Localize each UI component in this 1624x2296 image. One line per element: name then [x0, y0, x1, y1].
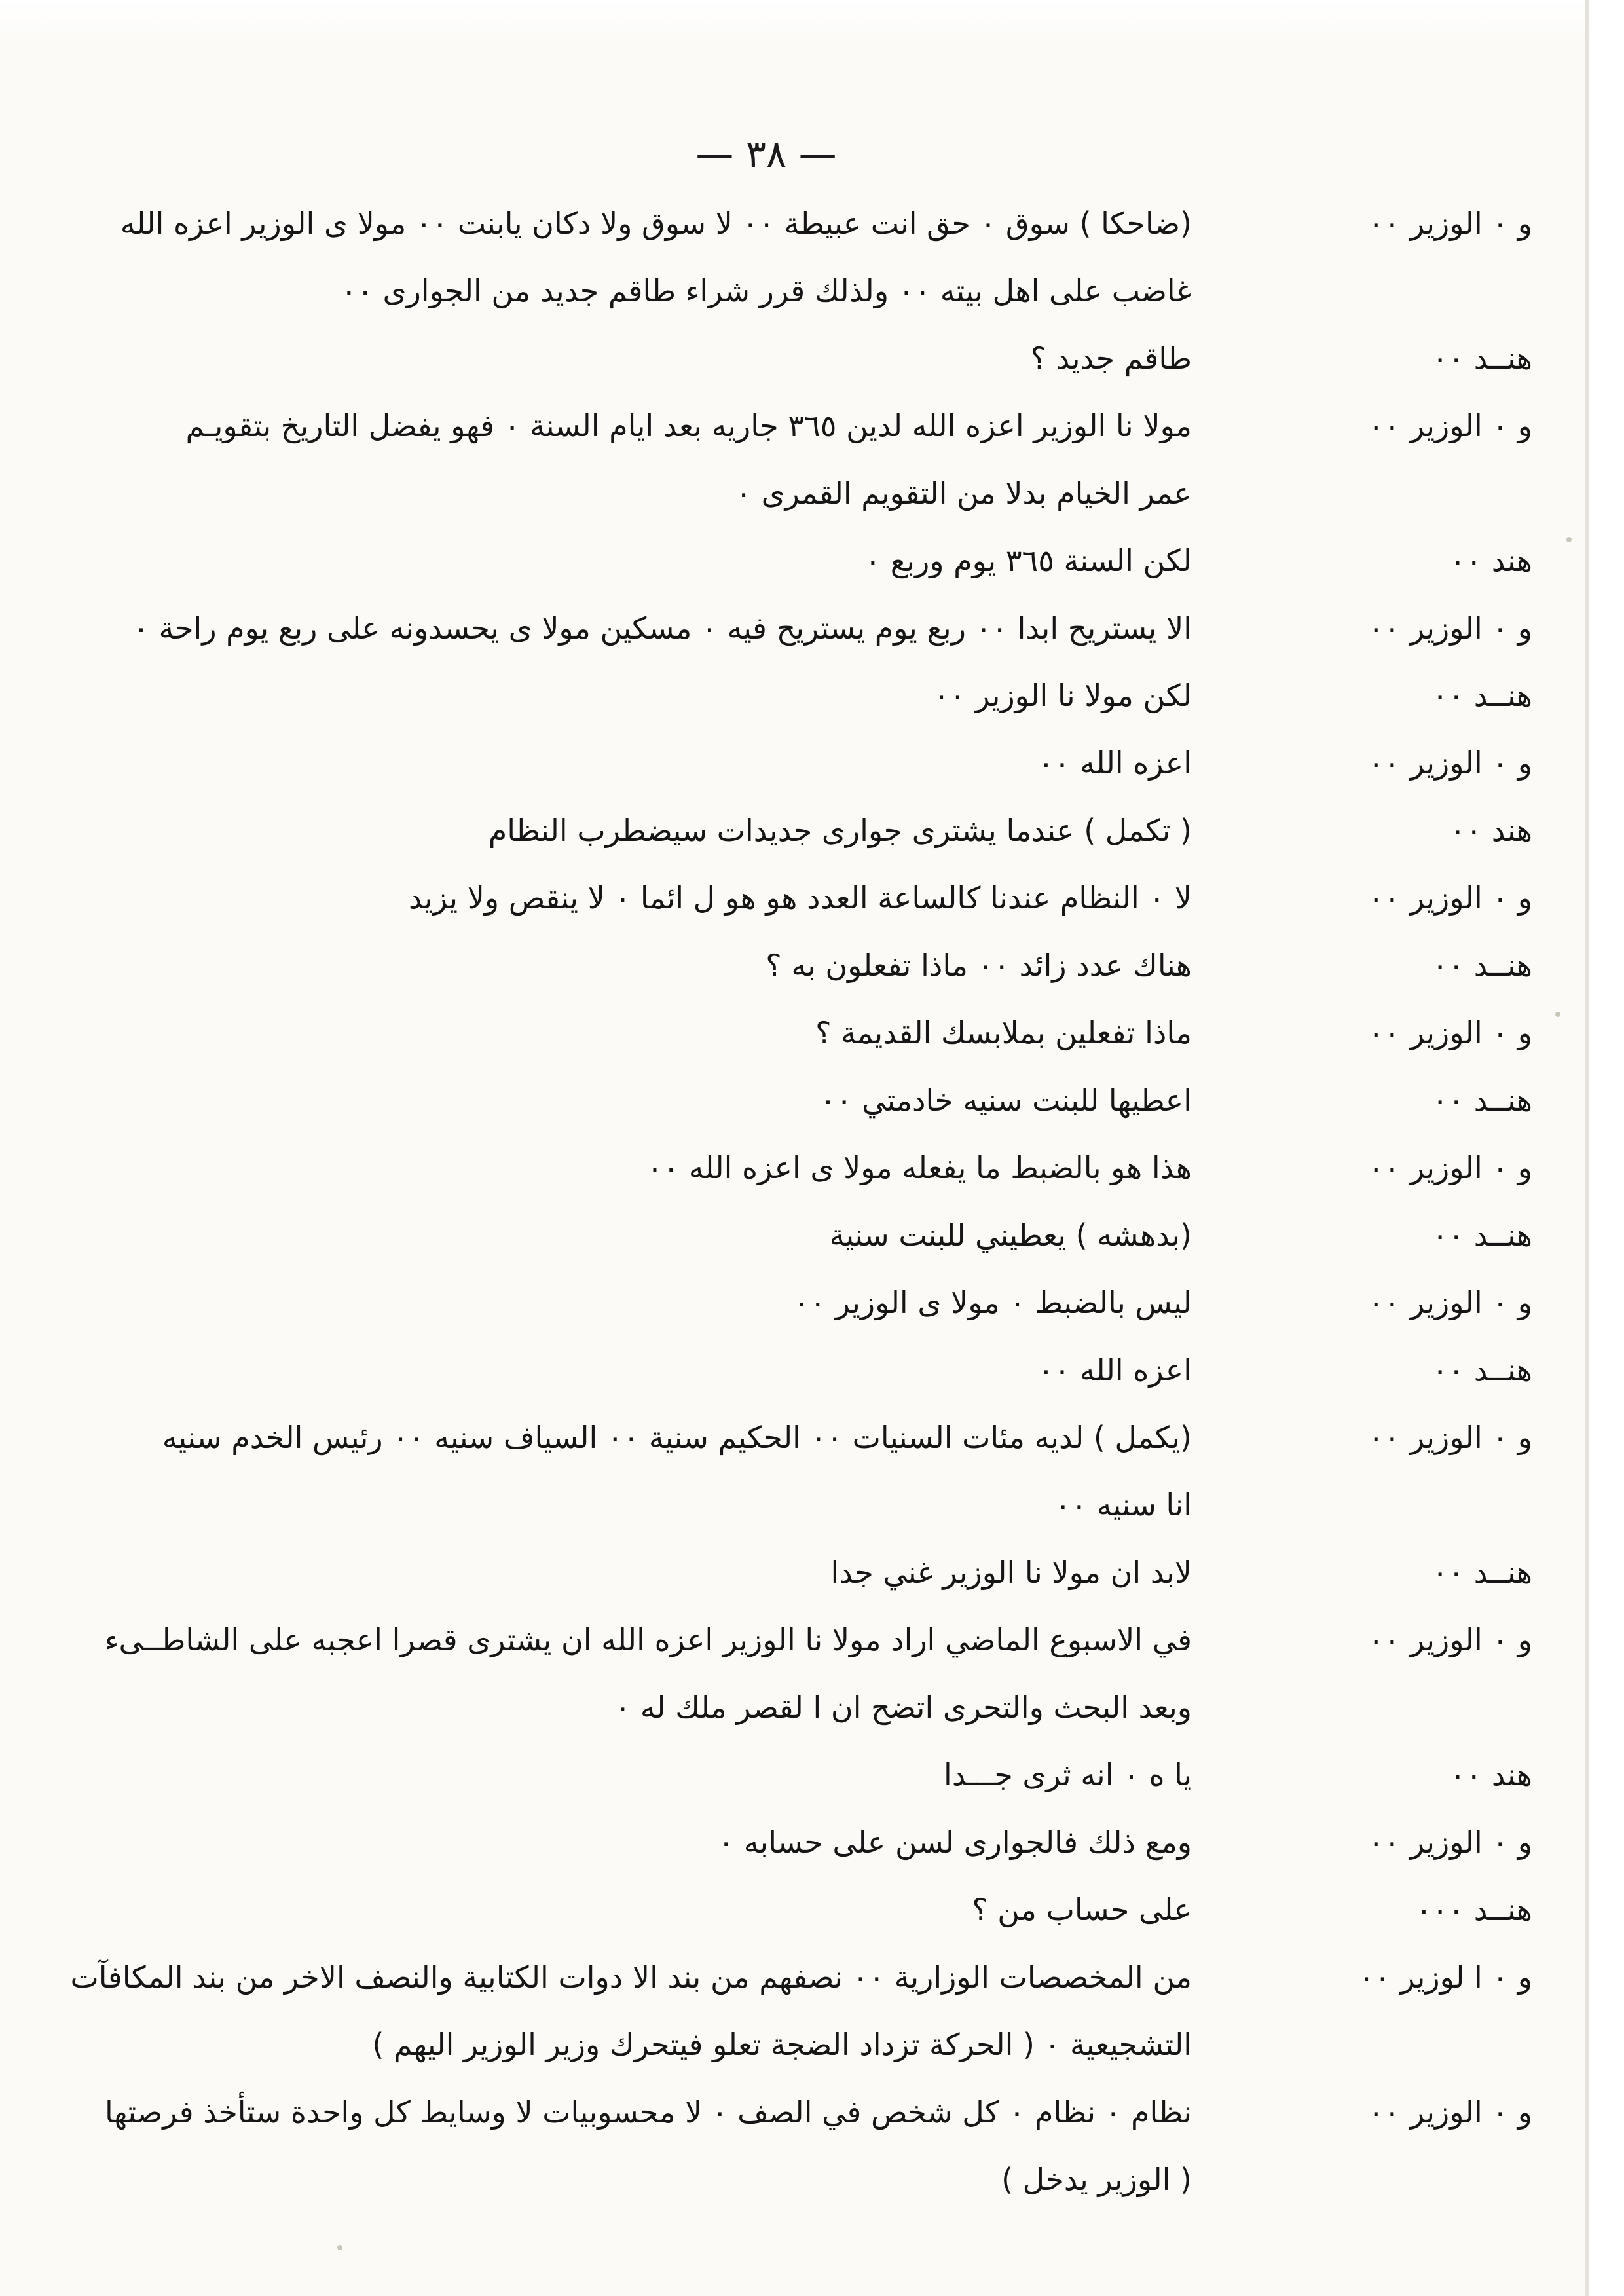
- dialogue-text: طاقم جديد ؟: [1030, 341, 1192, 376]
- dialogue-text: لابد ان مولا نا الوزير غني جدا: [830, 1555, 1192, 1590]
- script-line: [65, 1134, 1532, 1202]
- dialogue-text: في الاسبوع الماضي اراد مولا نا الوزير اعزه الله ان يشترى قصرا اعجبه على الشاطــىء: [104, 1622, 1192, 1657]
- script-line: [65, 1606, 1532, 1674]
- speaker-name: و ٠ الوزير ٠٠: [1367, 880, 1532, 916]
- speaker-name: و ٠ الوزير ٠٠: [1367, 1420, 1532, 1455]
- dialogue-text: غاضب على اهل بيته ٠٠ ولذلك قرر شراء طاقم جديد من الجوارى ٠٠: [341, 273, 1192, 308]
- speaker-name: و ٠ الوزير ٠٠: [1367, 408, 1532, 443]
- script-line: [65, 1876, 1532, 1944]
- dialogue-text: (يكمل ) لديه مئات السنيات ٠٠ الحكيم سنية ٠٠ السياف سنيه ٠٠ رئيس الخدم سنيه: [162, 1420, 1192, 1455]
- speaker-name: و ٠ الوزير ٠٠: [1367, 745, 1532, 781]
- dialogue-text: يا ه ٠ انه ثرى جـــدا: [944, 1757, 1192, 1792]
- script-line: [65, 730, 1532, 797]
- script-line: [65, 1944, 1532, 2011]
- dialogue-text: اعزه الله ٠٠: [1037, 745, 1192, 781]
- speaker-name: هند ٠٠: [1449, 543, 1532, 578]
- scan-speck: [1566, 537, 1572, 542]
- dialogue-text: هذا هو بالضبط ما يفعله مولا ى اعزه الله ٠٠: [646, 1150, 1192, 1185]
- page-top-edge: [0, 0, 1585, 46]
- speaker-name: هند ٠٠: [1449, 813, 1532, 848]
- speaker-name: هنــد ٠٠: [1431, 1352, 1532, 1388]
- script-line: [65, 257, 1532, 325]
- speaker-name: هنــد ٠٠: [1431, 1083, 1532, 1118]
- dialogue-text: انا سنيه ٠٠: [1054, 1487, 1192, 1523]
- speaker-name: هنــد ٠٠: [1431, 1555, 1532, 1590]
- dialogue-text: (بدهشه ) يعطيني للبنت سنية: [829, 1217, 1192, 1253]
- script-line: [65, 595, 1532, 662]
- dialogue-text: هناك عدد زائد ٠٠ ماذا تفعلون به ؟: [766, 948, 1192, 983]
- script-line: [65, 1269, 1532, 1337]
- play-script: [65, 190, 1532, 2213]
- speaker-name: و ٠ الوزير ٠٠: [1367, 610, 1532, 646]
- speaker-name: هنــد ٠٠٠: [1416, 1892, 1532, 1927]
- dialogue-text: ( الوزير يدخل ): [1001, 2162, 1192, 2197]
- speaker-name: هند ٠٠: [1449, 1757, 1532, 1792]
- script-line: [65, 392, 1532, 460]
- script-line: [65, 1067, 1532, 1134]
- speaker-name: و ٠ الوزير ٠٠: [1367, 206, 1532, 241]
- scan-speck: [1555, 1012, 1560, 1017]
- script-line: [65, 999, 1532, 1067]
- script-line: [65, 1741, 1532, 1809]
- dialogue-text: لا ٠ النظام عندنا كالساعة العدد هو هو ل ائما ٠ لا ينقص ولا يزيد: [408, 880, 1192, 916]
- script-line: [65, 797, 1532, 864]
- dialogue-text: لكن مولا نا الوزير ٠٠: [933, 678, 1192, 713]
- speaker-name: هنــد ٠٠: [1431, 1217, 1532, 1253]
- dialogue-text: ( تكمل ) عندما يشترى جوارى جديدات سيضطرب النظام: [488, 813, 1192, 848]
- script-line: [65, 1809, 1532, 1876]
- script-line: [65, 190, 1532, 257]
- dialogue-text: من المخصصات الوزارية ٠٠ نصفهم من بند الا دوات الكتابية والنصف الاخر من بند المكافآت: [70, 1959, 1192, 1995]
- script-line: [65, 864, 1532, 932]
- dialogue-text: التشجيعية ٠ ( الحركة تزداد الضجة تعلو فيتحرك وزير الوزير اليهم ): [372, 2027, 1192, 2062]
- script-line: [65, 1337, 1532, 1404]
- script-line: [65, 1404, 1532, 1472]
- scan-speck: [337, 2245, 342, 2250]
- dialogue-text: على حساب من ؟: [972, 1892, 1192, 1927]
- script-line: [65, 527, 1532, 595]
- dialogue-text: نظام ٠ نظام ٠ كل شخص في الصف ٠ لا محسوبيات لا وسايط كل واحدة ستأخذ فرصتها: [105, 2094, 1192, 2130]
- page-number: — ٣٨ —: [695, 132, 837, 176]
- speaker-name: هنــد ٠٠: [1431, 678, 1532, 713]
- dialogue-text: ماذا تفعلين بملابسك القديمة ؟: [815, 1015, 1192, 1050]
- script-line: [65, 1674, 1532, 1741]
- dialogue-text: الا يستريح ابدا ٠٠ ربع يوم يستريح فيه ٠ مسكين مولا ى يحسدونه على ربع يوم راحة ٠: [133, 610, 1192, 646]
- speaker-name: و ٠ الوزير ٠٠: [1367, 1824, 1532, 1860]
- speaker-name: و ٠ الوزير ٠٠: [1367, 2094, 1532, 2130]
- dialogue-text: (ضاحكا ) سوق ٠ حق انت عبيطة ٠٠ لا سوق ولا دكان يابنت ٠٠ مولا ى الوزير اعزه الله: [120, 206, 1192, 241]
- script-line: [65, 1202, 1532, 1269]
- script-line: [65, 662, 1532, 730]
- dialogue-text: ومع ذلك فالجوارى لسن على حسابه ٠: [718, 1824, 1192, 1860]
- script-line: [65, 932, 1532, 999]
- script-line: [65, 2079, 1532, 2146]
- dialogue-text: اعطيها للبنت سنيه خادمتي ٠٠: [820, 1083, 1192, 1118]
- dialogue-text: مولا نا الوزير اعزه الله لدين ٣٦٥ جاريه بعد ايام السنة ٠ فهو يفضل التاريخ بتقويـم: [185, 408, 1192, 443]
- script-line: [65, 1472, 1532, 1539]
- speaker-name: و ٠ الوزير ٠٠: [1367, 1285, 1532, 1320]
- script-line: [65, 2011, 1532, 2079]
- dialogue-text: اعزه الله ٠٠: [1037, 1352, 1192, 1388]
- script-line: [65, 325, 1532, 392]
- dialogue-text: لكن السنة ٣٦٥ يوم وربع ٠: [864, 543, 1192, 578]
- speaker-name: هنــد ٠٠: [1431, 948, 1532, 983]
- speaker-name: و ٠ الوزير ٠٠: [1367, 1015, 1532, 1050]
- speaker-name: و ٠ الوزير ٠٠: [1367, 1150, 1532, 1185]
- dialogue-text: عمر الخيام بدلا من التقويم القمرى ٠: [735, 475, 1192, 511]
- dialogue-text: ليس بالضبط ٠ مولا ى الوزير ٠٠: [793, 1285, 1192, 1320]
- speaker-name: و ٠ ا لوزير ٠٠: [1358, 1959, 1532, 1995]
- script-line: [65, 460, 1532, 527]
- speaker-name: هنــد ٠٠: [1431, 341, 1532, 376]
- speaker-name: و ٠ الوزير ٠٠: [1367, 1622, 1532, 1657]
- page-right-edge: [1585, 0, 1624, 2296]
- dialogue-text: وبعد البحث والتحرى اتضح ان ا لقصر ملك له ٠: [614, 1690, 1192, 1725]
- script-line: [65, 1539, 1532, 1606]
- script-line: [65, 2146, 1532, 2213]
